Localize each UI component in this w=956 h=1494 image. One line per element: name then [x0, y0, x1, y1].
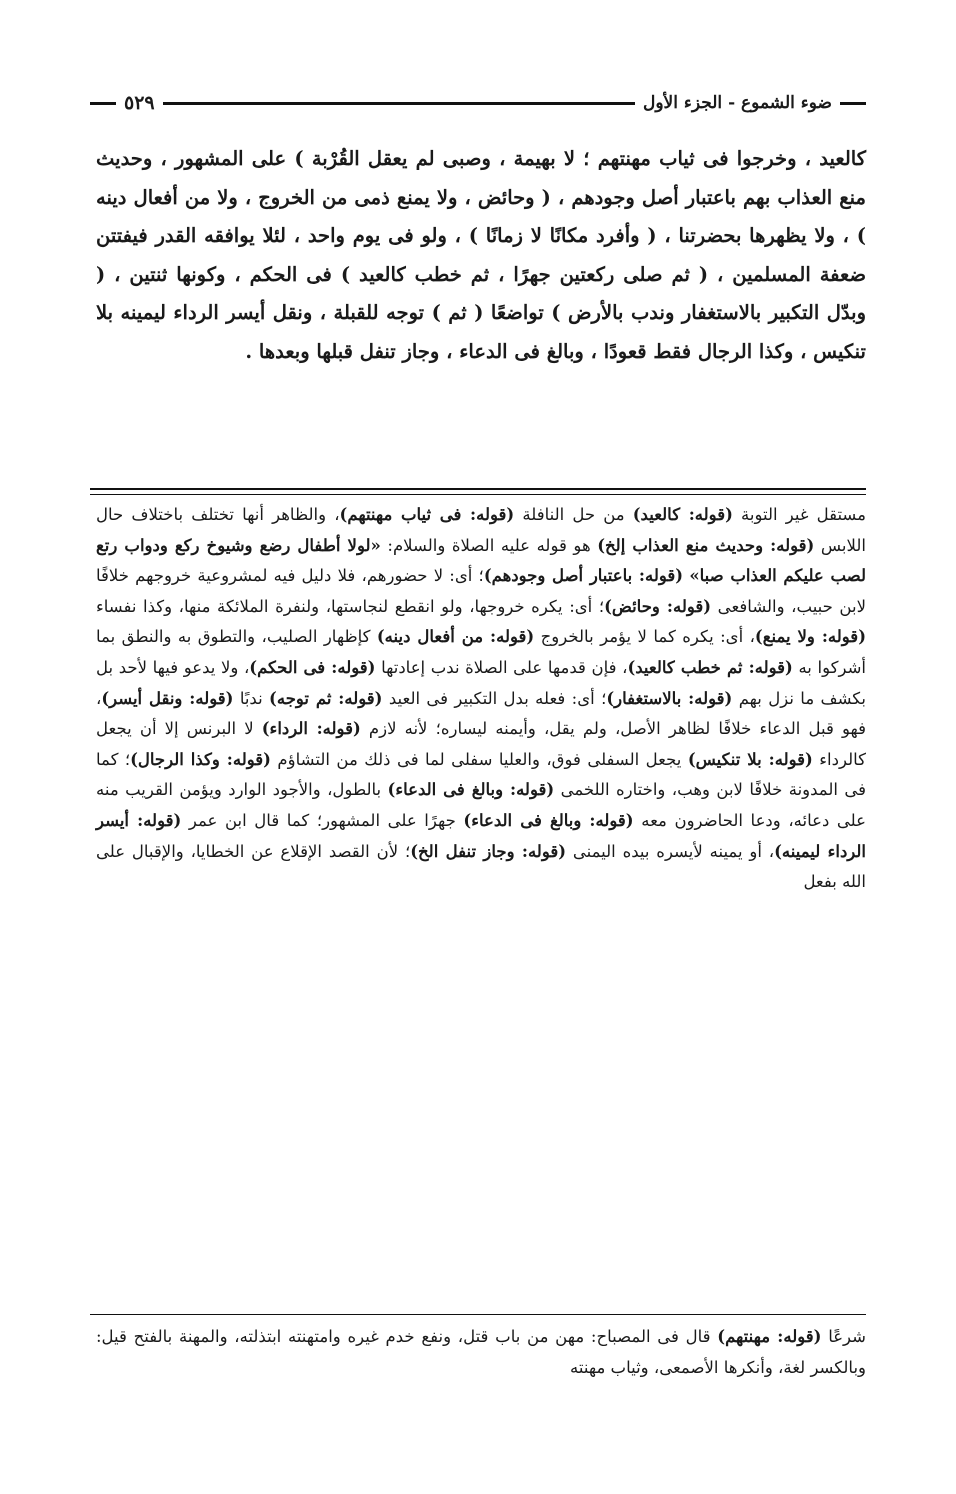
separator-thin [90, 494, 866, 495]
commentary-segment-quote: (قوله: وبالغ فى الدعاء) [387, 780, 555, 800]
commentary-segment-text: ، أى: يكره كما لا يؤمر بالخروج [534, 627, 755, 647]
commentary-segment-text: ؛ أى: فعله بدل التكبير فى العيد [382, 688, 607, 708]
page-number: ٥٢٩ [124, 92, 155, 114]
commentary-segment-text: ، والظاهر أنها تختلف باختلاف حال اللابس [96, 505, 866, 555]
commentary-segment-quote: (قوله: الرداء) [261, 719, 361, 739]
book-title: ضوء الشموع - الجزء الأول [643, 93, 832, 113]
commentary-segment-text: مستقل غير التوبة [732, 505, 866, 524]
commentary-segment-quote: (قوله: وبالغ فى الدعاء) [463, 810, 634, 830]
page-header [90, 86, 866, 120]
commentary-segment-text: ؛ لأن القصد الإقلاع عن الخطايا، والإقبال على الله بفعل [96, 841, 866, 892]
commentary-segment-quote: «لولا أطفال رضع وشيوخ ركع ودواب رتع لصب عليكم العذاب صبا» [96, 535, 867, 586]
commentary-segment-text: ، فهو قبل الدعاء خلافًا لظاهر الأصل، ولم يقل، وأيمنه ليساره؛ لأنه لازم [96, 688, 867, 739]
footnote-segment-text: قال فى المصباح: مهن من باب قتل، ونفع خدم غيره وامتهنته ابتذلته، والمهنة بالفتح قيل: وبالكسر لغة، وأنكرها الأصمعى، وثياب مهنته [96, 1327, 866, 1377]
commentary-segment-quote: (قوله: ولا يمنع) [754, 627, 866, 647]
commentary-segment-quote: (قوله: ثم خطب كالعيد) [627, 657, 793, 677]
header-rule [163, 102, 635, 105]
commentary-segment-text: ؛ كما فى المدونة خلافًا لابن وهب، واختاره اللخمى [96, 749, 866, 800]
footnote-separator [90, 1314, 866, 1315]
commentary-segment-text: يجعل السفلى فوق، والعليا سفلى لما فى ذلك من التشاؤم [270, 749, 688, 769]
commentary-paragraph [96, 500, 866, 898]
commentary-text [96, 500, 866, 898]
commentary-segment-text: بالطول، والأجود الوارد ويؤمن القريب منه على دعائه، ودعا الحاضرون معه [96, 780, 866, 830]
commentary-segment-text: ، أو يمينه لأيسره بيده اليمنى [566, 841, 775, 861]
commentary-segment-quote: (قوله: ونقل أيسر) [101, 688, 234, 708]
commentary-segment-text: ؛ أى: يكره خروجها، ولو انقطع لنجاستها، ولنفرة الملائكة منها، وكذا نفساء [96, 596, 605, 616]
commentary-segment-quote: (قوله: أيسر الرداء ليمينه) [96, 810, 867, 861]
footnote-text [96, 1322, 866, 1383]
commentary-segment-text: من حل النافلة [514, 505, 633, 524]
commentary-segment-quote: (قوله: فى الحكم) [249, 657, 376, 677]
footnote-segment-quote: (قوله: مهنتهم) [717, 1327, 822, 1346]
commentary-segment-quote: (قوله: وحائض) [604, 596, 712, 616]
commentary-segment-quote: (قوله: ثم توجه) [269, 688, 383, 708]
main-paragraph: كالعيد ، وخرجوا فى ثياب مهنتهم ؛ لا بهيمة ، وصبى لم يعقل القُرْبة ) على المشهور ، وحديث منع العذاب بهم باعتبار أصل وجودهم ، ( وحائض ، ولا يمنع ذمى من الخروج ، ولا من أفعال دينه ) ، ولا يظهرها بحضرتنا ، ( وأفرد مكانًا لا زمانًا ) ، ولو فى يوم واحد ، لئلا يوافقه القدر فيفتتن ضعفة المسلمين ، ( ثم صلى ركعتين جهرًا ، ثم خطب كالعيد ) فى الحكم ، وكونها ثنتين ، ( وبدّل التكبير بالاستغفار وندب بالأرض ) تواضعًا ( ثم ) توجه للقبلة ، ونقل أيسر الرداء ليمينه بلا تنكيس ، وكذا الرجال فقط قعودًا ، وبالغ فى الدعاء ، وجاز تنفل قبلها وبعدها . [96, 147, 866, 363]
commentary-segment-quote: (قوله: من أفعال دينه) [376, 627, 535, 647]
commentary-segment-quote: (قوله: بالاستغفار) [606, 688, 733, 708]
commentary-segment-quote: (قوله: بلا تنكيس) [687, 749, 813, 769]
commentary-segment-text: لا البرنس إلا أن يجعل كالرداء [96, 719, 866, 769]
commentary-segment-quote: (قوله: فى ثياب مهنتهم) [339, 505, 515, 524]
main-text [96, 140, 866, 371]
footnote-paragraph [96, 1322, 866, 1383]
commentary-segment-quote: (قوله: كالعيد) [632, 505, 733, 524]
commentary-segment-text: ندبًا [233, 688, 270, 708]
commentary-segment-text: ، فإن قدمها على الصلاة ندب إعادتها [375, 657, 628, 677]
separator-thick [90, 488, 866, 490]
commentary-segment-quote: (قوله: باعتبار أصل وجودهم) [483, 566, 684, 586]
commentary-segment-quote: (قوله: وجاز تنفل الخ) [410, 841, 567, 861]
commentary-segment-text: هو قوله عليه الصلاة والسلام: [380, 535, 598, 555]
commentary-segment-quote: (قوله: وكذا الرجال) [130, 749, 271, 769]
commentary-segment-text: جهرًا على المشهور؛ كما قال ابن عمر [181, 810, 464, 830]
header-dash-right [840, 102, 866, 105]
commentary-segment-text: ، ولا يدعو فيها لأحد بل بكشف ما نزل بهم [96, 657, 867, 708]
commentary-segment-text: كإظهار الصليب، والتطوق به والنطق بما أشركوا به [96, 627, 866, 677]
commentary-segment-text: ؛ أى: لا حضورهم، فلا دليل فيه لمشروعية خروجهم خلافًا لابن حبيب، والشافعى [96, 566, 866, 616]
header-dash-left [90, 102, 116, 105]
footnote-segment-text: شرعًا [821, 1327, 866, 1346]
commentary-segment-quote: (قوله: وحديث منع العذاب إلخ) [597, 535, 815, 555]
